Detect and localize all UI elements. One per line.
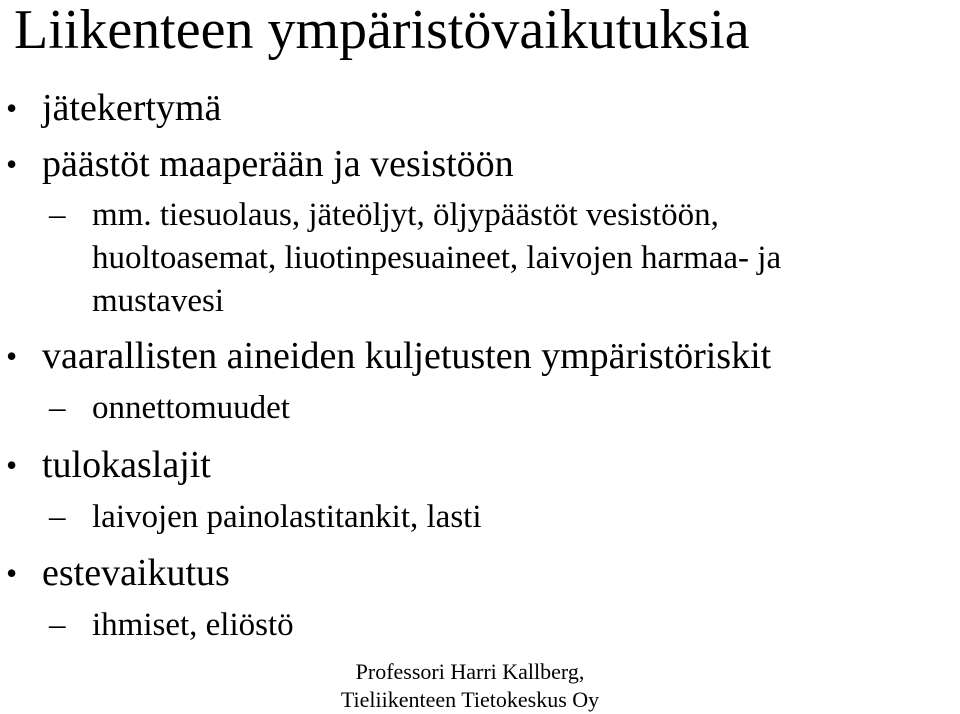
slide-title: Liikenteen ympäristövaikutuksia <box>14 0 750 61</box>
bullet-icon: • <box>6 447 18 483</box>
bullet-text: vaarallisten aineiden kuljetusten ympäristöriskit <box>42 335 772 377</box>
sub-text-line: huoltoasemat, liuotinpesuaineet, laivojen harmaa- ja <box>92 240 782 276</box>
sub-text: laivojen painolastitankit, lasti <box>92 499 482 535</box>
sub-item-continuation <box>92 280 224 323</box>
dash-icon: – <box>49 499 66 535</box>
slide-footer <box>330 658 610 714</box>
bullet-item <box>6 334 772 378</box>
sub-item <box>49 604 294 647</box>
bullet-text: tulokaslajit <box>42 444 211 486</box>
bullet-item <box>6 443 211 487</box>
sub-text-line: mm. tiesuolaus, jäteöljyt, öljypäästöt vesistöön, <box>92 197 719 233</box>
sub-item <box>49 496 482 539</box>
bullet-icon: • <box>6 146 18 182</box>
sub-item <box>49 194 719 237</box>
bullet-icon: • <box>6 338 18 374</box>
footer-organization: Tieliikenteen Tietokeskus Oy <box>340 687 600 712</box>
bullet-text: päästöt maaperään ja vesistöön <box>42 143 514 185</box>
bullet-icon: • <box>6 90 18 126</box>
bullet-item <box>6 86 222 130</box>
sub-item-continuation <box>92 237 781 280</box>
bullet-item <box>6 551 230 595</box>
sub-text-line: mustavesi <box>92 283 224 319</box>
footer-author: Professori Harri Kallberg, <box>355 659 585 684</box>
sub-text: ihmiset, eliöstö <box>92 607 294 643</box>
sub-item <box>49 387 290 430</box>
bullet-text: jätekertymä <box>42 87 222 129</box>
bullet-item <box>6 142 514 186</box>
bullet-icon: • <box>6 555 18 591</box>
dash-icon: – <box>49 197 66 233</box>
dash-icon: – <box>49 390 66 426</box>
bullet-text: estevaikutus <box>42 552 230 594</box>
dash-icon: – <box>49 607 66 643</box>
sub-text: onnettomuudet <box>92 390 290 426</box>
